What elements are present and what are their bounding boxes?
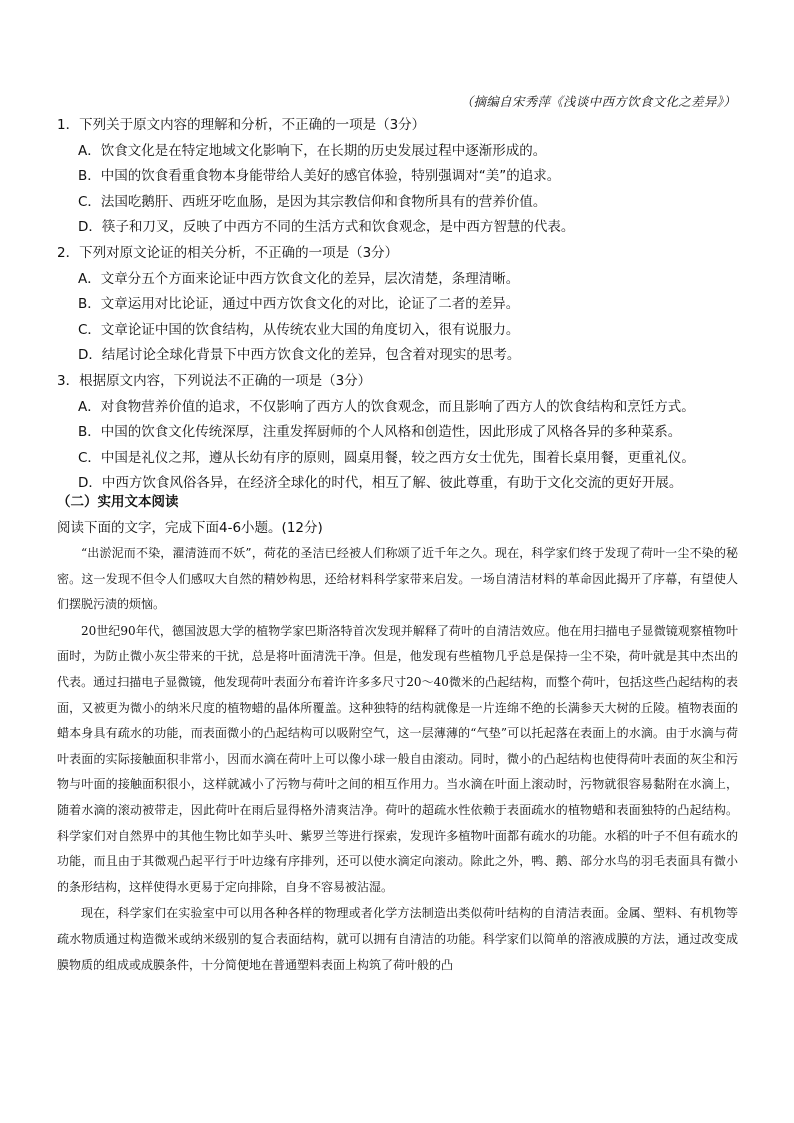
option-d: D．筷子和刀叉，反映了中西方不同的生活方式和饮食观念，是中西方智慧的代表。	[78, 219, 575, 236]
option-d: D．结尾讨论全球化背景下中西方饮食文化的差异，包含着对现实的思考。	[78, 347, 521, 364]
option-c: C．中国是礼仪之邦，遵从长幼有序的原则，圆桌用餐，较之西方女士优先，围着长桌用餐，更重礼仪。	[78, 449, 695, 466]
option-b: B．文章运用对比论证，通过中西方饮食文化的对比，论证了二者的差异。	[78, 296, 520, 313]
question-stem: 2．下列对原文论证的相关分析，不正确的一项是（3分）	[57, 244, 399, 261]
reading-passage	[57, 541, 738, 978]
question-1	[57, 113, 747, 241]
question-stem: 3．根据原文内容，下列说法不正确的一项是（3分）	[57, 372, 372, 389]
option-a: A．对食物营养价值的追求，不仅影响了西方人的饮食观念，而且影响了西方人的饮食结构和烹饪方式。	[78, 398, 695, 415]
option-b: B．中国的饮食看重食物本身能带给人美好的感官体验，特别强调对“美”的追求。	[78, 168, 561, 185]
passage-paragraph: 现在，科学家们在实验室中可以用各种各样的物理或者化学方法制造出类似荷叶结构的自清洁表面。金属、塑料、有机物等疏水物质通过构造微米或纳米级别的复合表面结构，就可以拥有自清洁的功能。科学家们以简单的溶液成膜的方法，通过改变成膜物质的组成或成膜条件，十分简便地在普通塑料表面上构筑了荷叶般的凸	[57, 906, 738, 972]
option-a: A．文章分五个方面来论证中西方饮食文化的差异，层次清楚，条理清晰。	[78, 270, 520, 287]
question-list	[57, 113, 747, 497]
section-heading: （二）实用文本阅读	[57, 494, 179, 510]
question-2	[57, 241, 747, 369]
source-citation: （摘编自宋秀萍《浅谈中西方饮食文化之差异》）	[460, 94, 736, 109]
option-d: D．中西方饮食风俗各异，在经济全球化的时代，相互了解、彼此尊重，有助于文化交流的更好开展。	[78, 475, 683, 492]
reading-instruction: 阅读下面的文字，完成下面4-6小题。(12分)	[57, 520, 323, 536]
option-c: C．法国吃鹅肝、西班牙吃血肠，是因为其宗教信仰和食物所具有的营养价值。	[78, 193, 547, 210]
passage-paragraph: “出淤泥而不染，濯清涟而不妖”，荷花的圣洁已经被人们称颂了近千年之久。现在，科学家们终于发现了荷叶一尘不染的秘密。这一发现不但令人们感叹大自然的精妙构思，还给材料科学家带来启发。一场自清洁材料的革命因此揭开了序幕，有望使人们摆脱污渍的烦恼。	[57, 546, 738, 612]
question-stem: 1．下列关于原文内容的理解和分析，不正确的一项是（3分）	[57, 117, 426, 133]
option-b: B．中国的饮食文化传统深厚，注重发挥厨师的个人风格和创造性，因此形成了风格各异的多种菜系。	[78, 424, 682, 441]
option-a: A．饮食文化是在特定地域文化影响下，在长期的历史发展过程中逐渐形成的。	[78, 142, 547, 159]
question-3	[57, 369, 747, 497]
option-c: C．文章论证中国的饮食结构，从传统农业大国的角度切入，很有说服力。	[78, 321, 520, 338]
passage-paragraph: 20世纪90年代，德国波恩大学的植物学家巴斯洛特首次发现并解释了荷叶的自清洁效应。他在用扫描电子显微镜观察植物叶面时，为防止微小灰尘带来的干扰，总是将叶面清洗干净。但是，他发现有些植物几乎总是保持一尘不染，荷叶就是其中杰出的代表。通过扫描电子显微镜，他发现荷叶表面分布着许许多多尺寸20～40微米的凸起结构，而整个荷叶，包括这些凸起结构的表面，又被更为微小的纳米尺度的植物蜡的晶体所覆盖。这种独特的结构就像是一片连绵不绝的长满参天大树的丘陵。植物表面的蜡本身具有疏水的功能，而表面微小的凸起结构可以吸附空气，这一层薄薄的“气垫”可以托起落在表面上的水滴。由于水滴与荷叶表面的实际接触面积非常小，因而水滴在荷叶上可以像小球一般自由滚动。同时，微小的凸起结构也使得荷叶表面的灰尘和污物与叶面的接触面积很小，这样就减小了污物与荷叶之间的相互作用力。当水滴在叶面上滚动时，污物就很容易黏附在水滴上，随着水滴的滚动被带走，因此荷叶在雨后显得格外清爽洁净。荷叶的超疏水性依赖于表面疏水的植物蜡和表面独特的凸起结构。科学家们对自然界中的其他生物比如芋头叶、紫罗兰等进行探索，发现许多植物叶面都有疏水的功能。水稻的叶子不但有疏水的功能，而且由于其微观凸起平行于叶边缘有序排列，还可以使水滴定向滚动。除此之外，鸭、鹅、部分水鸟的羽毛表面具有微小的条形结构，这样使得水更易于定向排除，自身不容易被沾湿。	[57, 623, 738, 894]
